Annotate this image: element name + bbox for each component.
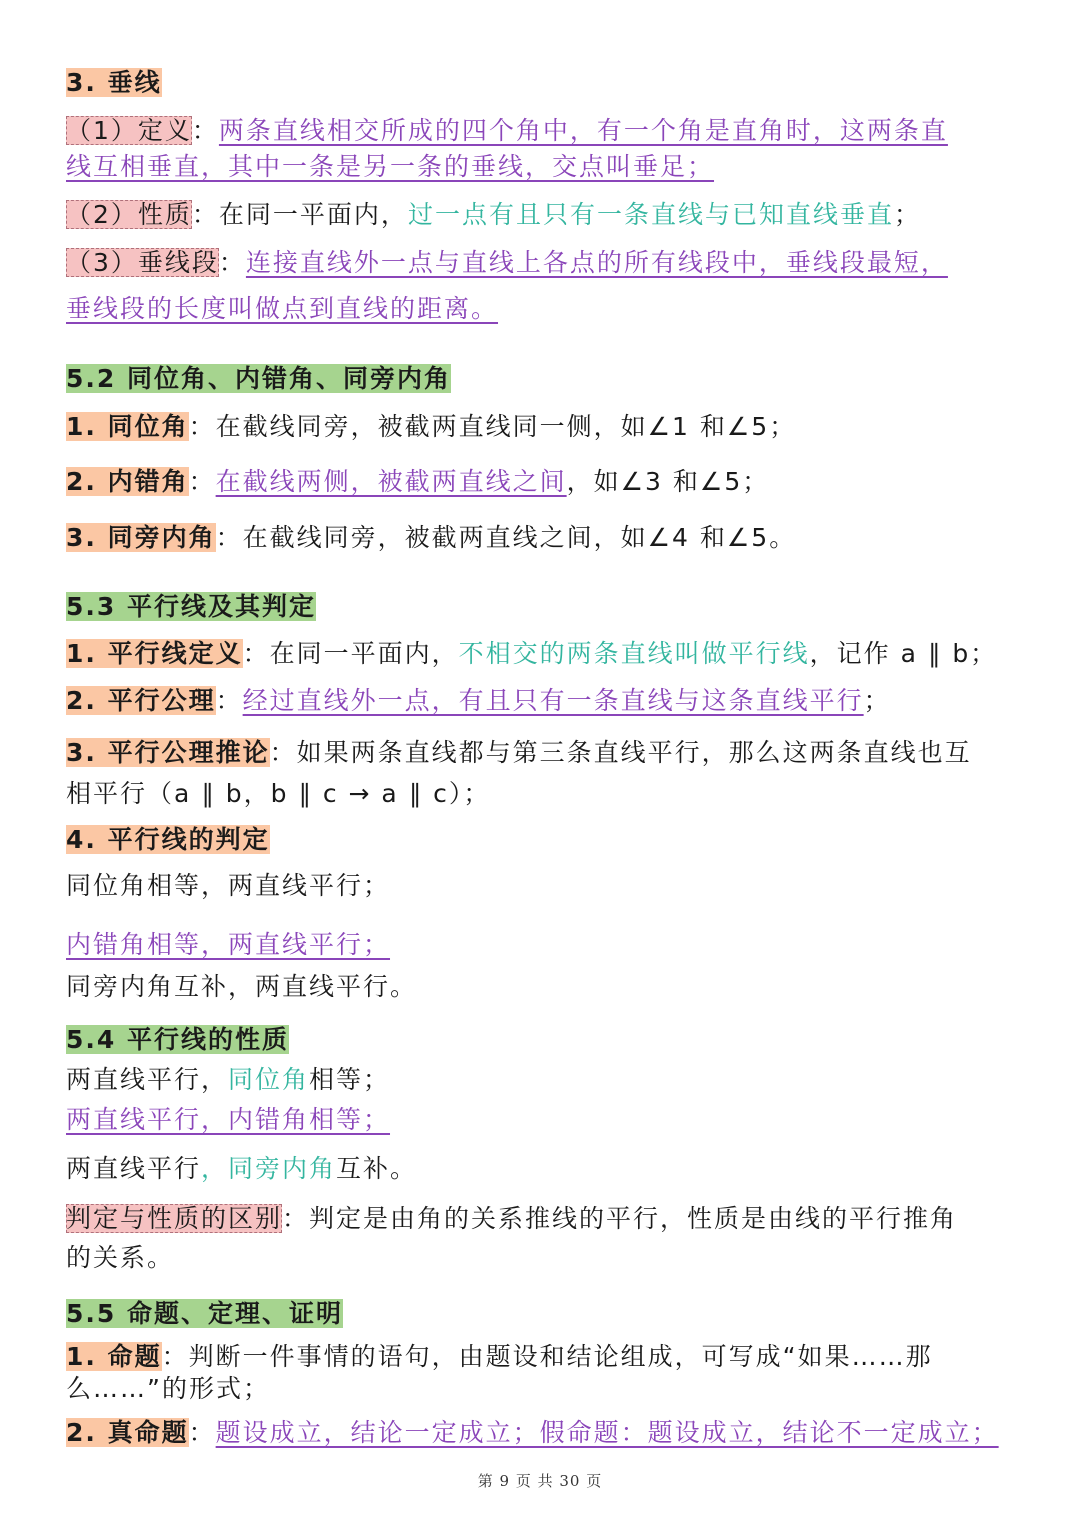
property-line: [66, 198, 1018, 232]
parallel-criteria-heading-line: [66, 823, 1018, 857]
colon: ：: [282, 1204, 310, 1233]
property-pre: 在同一平面内，: [218, 200, 408, 229]
item-text: 判断一件事情的语句，由题设和结论组成，可写成“如果……那: [188, 1342, 933, 1371]
item-text: 如果两条直线都与第三条直线平行，那么这两条直线也互: [296, 738, 972, 767]
alternate-angle-line: [66, 465, 1018, 499]
difference-text-2: 的关系。: [66, 1243, 175, 1272]
definition-label: （1）定义: [66, 116, 192, 145]
item-label: 1. 平行线定义: [66, 639, 243, 668]
item-label: 2. 平行公理: [66, 686, 216, 715]
colon: ：: [215, 523, 243, 552]
criterion-text: 同位角相等，两直线平行；: [66, 871, 391, 900]
axiom-corollary-line-2: [66, 777, 1018, 811]
item-highlight: 在截线两侧，被截两直线之间: [215, 467, 567, 496]
difference-text-1: 判定是由角的关系推线的平行，性质是由线的平行推角: [309, 1204, 958, 1233]
item-label: 4. 平行线的判定: [66, 825, 270, 854]
item-text: 么……”的形式；: [66, 1374, 270, 1403]
colon: ：: [188, 412, 216, 441]
definition-line-2: [66, 150, 1018, 184]
difference-line-2: [66, 1241, 1018, 1275]
item-label: 3. 平行公理推论: [66, 738, 270, 767]
item-label: 2. 真命题: [66, 1418, 189, 1447]
property-text: 两直线平行，内错角相等；: [66, 1105, 391, 1134]
proposition-line-1: [66, 1340, 1018, 1374]
colon: ：: [191, 116, 219, 145]
property-pre: 两直线平行，: [66, 1065, 229, 1094]
criterion-1: [66, 869, 1018, 903]
colon: ：: [191, 200, 219, 229]
definition-line-1: [66, 114, 1018, 148]
property-highlight: 过一点有且只有一条直线与已知直线垂直: [407, 200, 894, 229]
property-post: 相等；: [309, 1065, 391, 1094]
property-post: ；: [893, 200, 921, 229]
item-text: 相平行（a ∥ b，b ∥ c → a ∥ c）；: [66, 779, 491, 808]
difference-line-1: [66, 1202, 1018, 1236]
difference-label: 判定与性质的区别: [66, 1204, 283, 1233]
item-label: 3. 同旁内角: [66, 523, 216, 552]
section-heading: 5.3 平行线及其判定: [66, 592, 316, 621]
property-3: [66, 1152, 1018, 1186]
parallel-definition-line: [66, 637, 1018, 671]
colon: ：: [215, 686, 243, 715]
corresponding-angle-line: [66, 410, 1018, 444]
colon: ：: [161, 1342, 189, 1371]
section-5-3-heading-line: [66, 590, 1018, 624]
item-highlight: 经过直线外一点，有且只有一条直线与这条直线平行: [242, 686, 864, 715]
segment-label: （3）垂线段: [66, 248, 219, 277]
same-side-angle-line: [66, 521, 1018, 555]
axiom-corollary-line-1: [66, 736, 1018, 770]
item-highlight: 题设成立，结论一定成立；假命题：题设成立，结论不一定成立；: [215, 1418, 999, 1447]
section-5-4-heading-line: [66, 1023, 1018, 1057]
property-pre: 两直线平行: [66, 1154, 202, 1183]
item-label: 1. 命题: [66, 1342, 162, 1371]
section-heading: 5.4 平行线的性质: [66, 1025, 289, 1054]
property-2: [66, 1103, 1018, 1137]
section-heading: 5.2 同位角、内错角、同旁内角: [66, 364, 451, 393]
page-footer: 第 9 页 共 30 页: [477, 1472, 603, 1490]
colon: ：: [188, 467, 216, 496]
item-pre: 在同一平面内，: [269, 639, 459, 668]
colon: ：: [188, 1418, 216, 1447]
item-label: 1. 同位角: [66, 412, 189, 441]
property-highlight: ，同旁内角: [201, 1154, 337, 1183]
segment-text-2: 垂线段的长度叫做点到直线的距离。: [66, 294, 499, 323]
segment-line-1: [66, 246, 1018, 280]
property-1: [66, 1063, 1018, 1097]
property-post: 互补。: [336, 1154, 418, 1183]
colon: ：: [269, 738, 297, 767]
parallel-axiom-line: [66, 684, 1018, 718]
criterion-text: 同旁内角互补，两直线平行。: [66, 972, 418, 1001]
criterion-3: [66, 970, 1018, 1004]
criterion-text: 内错角相等，两直线平行；: [66, 930, 391, 959]
item-text: 在截线同旁，被截两直线之间，如∠4 和∠5。: [242, 523, 797, 552]
section-5-5-heading-line: [66, 1297, 1018, 1331]
criterion-2: [66, 928, 1018, 962]
proposition-line-2: [66, 1372, 1018, 1406]
item-post: ；: [863, 686, 891, 715]
true-proposition-line: [66, 1416, 1018, 1450]
property-label: （2）性质: [66, 200, 192, 229]
colon: ：: [218, 248, 246, 277]
section-heading: 5.5 命题、定理、证明: [66, 1299, 343, 1328]
section-5-2-heading-line: [66, 362, 1018, 396]
property-highlight: 同位角: [228, 1065, 310, 1094]
segment-text-1: 连接直线外一点与直线上各点的所有线段中，垂线段最短，: [245, 248, 948, 277]
definition-text-1: 两条直线相交所成的四个角中，有一个角是直角时，这两条直: [218, 116, 948, 145]
item-post: ，记作 a ∥ b；: [809, 639, 998, 668]
item-text: ，如∠3 和∠5；: [566, 467, 770, 496]
definition-text-2: 线互相垂直，其中一条是另一条的垂线，交点叫垂足；: [66, 152, 715, 181]
segment-line-2: [66, 292, 1018, 326]
colon: ：: [242, 639, 270, 668]
section-3-heading-line: [66, 66, 1018, 100]
item-label: 2. 内错角: [66, 467, 189, 496]
section-heading: 3. 垂线: [66, 68, 162, 97]
item-text: 在截线同旁，被截两直线同一侧，如∠1 和∠5；: [215, 412, 797, 441]
item-highlight: 不相交的两条直线叫做平行线: [458, 639, 810, 668]
